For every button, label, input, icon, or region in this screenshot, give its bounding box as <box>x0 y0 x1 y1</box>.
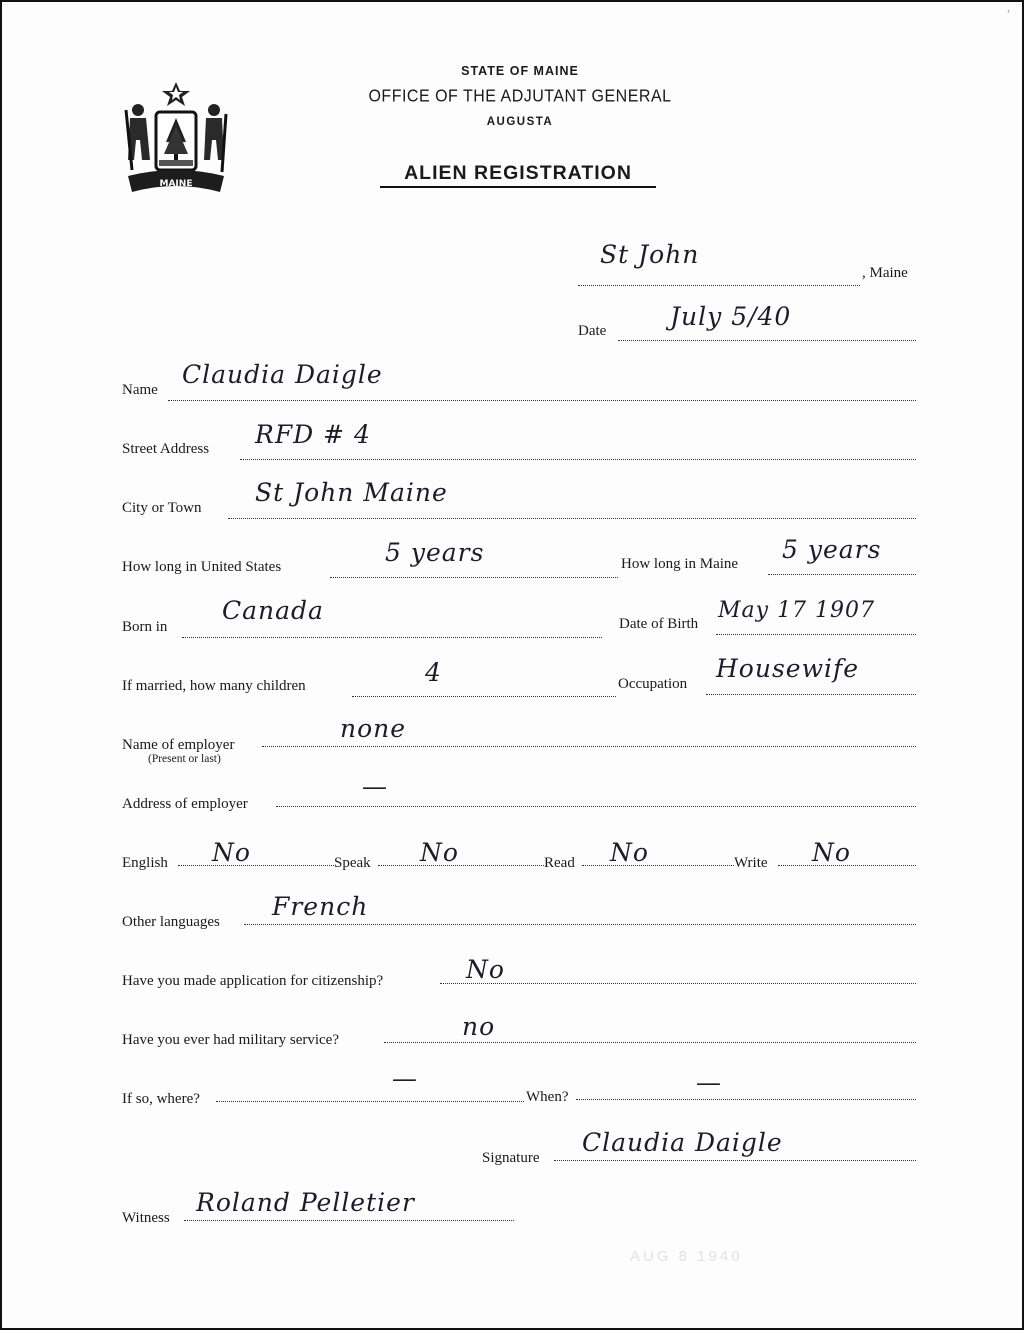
witness-label: Witness <box>122 1210 170 1226</box>
citizenship-label: Have you made application for citizenship? <box>122 973 384 989</box>
english-line <box>178 865 334 866</box>
signature-line <box>554 1160 916 1161</box>
where-entry: — <box>392 1064 418 1093</box>
children-label: If married, how many children <box>122 678 306 694</box>
born-in-entry: Canada <box>222 596 324 625</box>
speak-label: Speak <box>334 855 371 871</box>
street-line <box>240 459 916 460</box>
how-long-us-label: How long in United States <box>122 559 282 575</box>
read-entry: No <box>610 838 649 867</box>
citizenship-entry: No <box>466 955 505 984</box>
received-stamp: AUG 8 1940 <box>630 1248 743 1265</box>
form-title: ALIEN REGISTRATION <box>380 162 656 188</box>
speak-line <box>378 865 544 866</box>
how-long-us-line <box>330 577 618 578</box>
svg-text:MAINE: MAINE <box>159 179 193 189</box>
employer-label: Name of employer <box>122 737 235 753</box>
children-entry: 4 <box>425 658 442 687</box>
dob-line <box>716 634 916 635</box>
employer-address-label: Address of employer <box>122 796 248 812</box>
state-seal-icon <box>122 80 230 198</box>
occupation-entry: Housewife <box>716 654 860 683</box>
read-label: Read <box>544 855 575 871</box>
signature-label: Signature <box>482 1150 540 1166</box>
born-in-line <box>182 637 602 638</box>
where-line <box>216 1101 524 1102</box>
employer-address-entry: — <box>362 772 388 801</box>
name-entry: Claudia Daigle <box>182 360 383 389</box>
signature-entry: Claudia Daigle <box>582 1128 783 1157</box>
corner-mark: , <box>1007 0 1010 14</box>
speak-entry: No <box>420 838 459 867</box>
occupation-line <box>706 694 916 695</box>
city-line <box>228 518 916 519</box>
witness-line <box>184 1220 514 1221</box>
other-languages-line <box>244 924 916 925</box>
citizenship-line <box>440 983 916 984</box>
street-entry: RFD # 4 <box>255 420 371 449</box>
dob-label: Date of Birth <box>619 616 699 632</box>
how-long-maine-label: How long in Maine <box>621 556 739 572</box>
header-city: AUGUSTA <box>486 116 554 128</box>
street-label: Street Address <box>122 441 210 457</box>
header-state: STATE OF MAINE <box>461 64 579 78</box>
place-suffix: , Maine <box>862 265 908 281</box>
other-languages-label: Other languages <box>122 914 220 930</box>
employer-entry: none <box>340 714 407 743</box>
place-line <box>578 285 860 286</box>
name-label: Name <box>122 382 158 398</box>
dob-entry: May 17 1907 <box>718 598 876 623</box>
date-line <box>618 340 916 341</box>
employer-address-line <box>276 806 916 807</box>
military-line <box>384 1042 916 1043</box>
write-label: Write <box>734 855 768 871</box>
when-line <box>576 1099 916 1100</box>
military-label: Have you ever had military service? <box>122 1032 339 1048</box>
read-line <box>582 865 734 866</box>
other-languages-entry: French <box>272 892 369 921</box>
place-entry: St John <box>600 240 700 269</box>
english-label: English <box>122 855 168 871</box>
write-entry: No <box>812 838 851 867</box>
where-label: If so, where? <box>122 1091 200 1107</box>
when-label: When? <box>526 1089 569 1105</box>
witness-entry: Roland Pelletier <box>196 1188 415 1217</box>
when-entry: — <box>696 1068 722 1097</box>
military-entry: no <box>462 1012 496 1041</box>
born-in-label: Born in <box>122 619 168 635</box>
employer-sublabel: (Present or last) <box>148 753 221 765</box>
english-entry: No <box>212 838 251 867</box>
how-long-maine-entry: 5 years <box>782 535 882 564</box>
city-entry: St John Maine <box>255 478 448 507</box>
name-line <box>168 400 916 401</box>
how-long-maine-line <box>768 574 916 575</box>
date-label: Date <box>578 323 607 339</box>
how-long-us-entry: 5 years <box>385 538 485 567</box>
date-entry: July 5/40 <box>670 302 792 331</box>
children-line <box>352 696 616 697</box>
header-office: OFFICE OF THE ADJUTANT GENERAL <box>368 87 672 106</box>
employer-line <box>262 746 916 747</box>
occupation-label: Occupation <box>618 676 688 692</box>
city-label: City or Town <box>122 500 202 516</box>
